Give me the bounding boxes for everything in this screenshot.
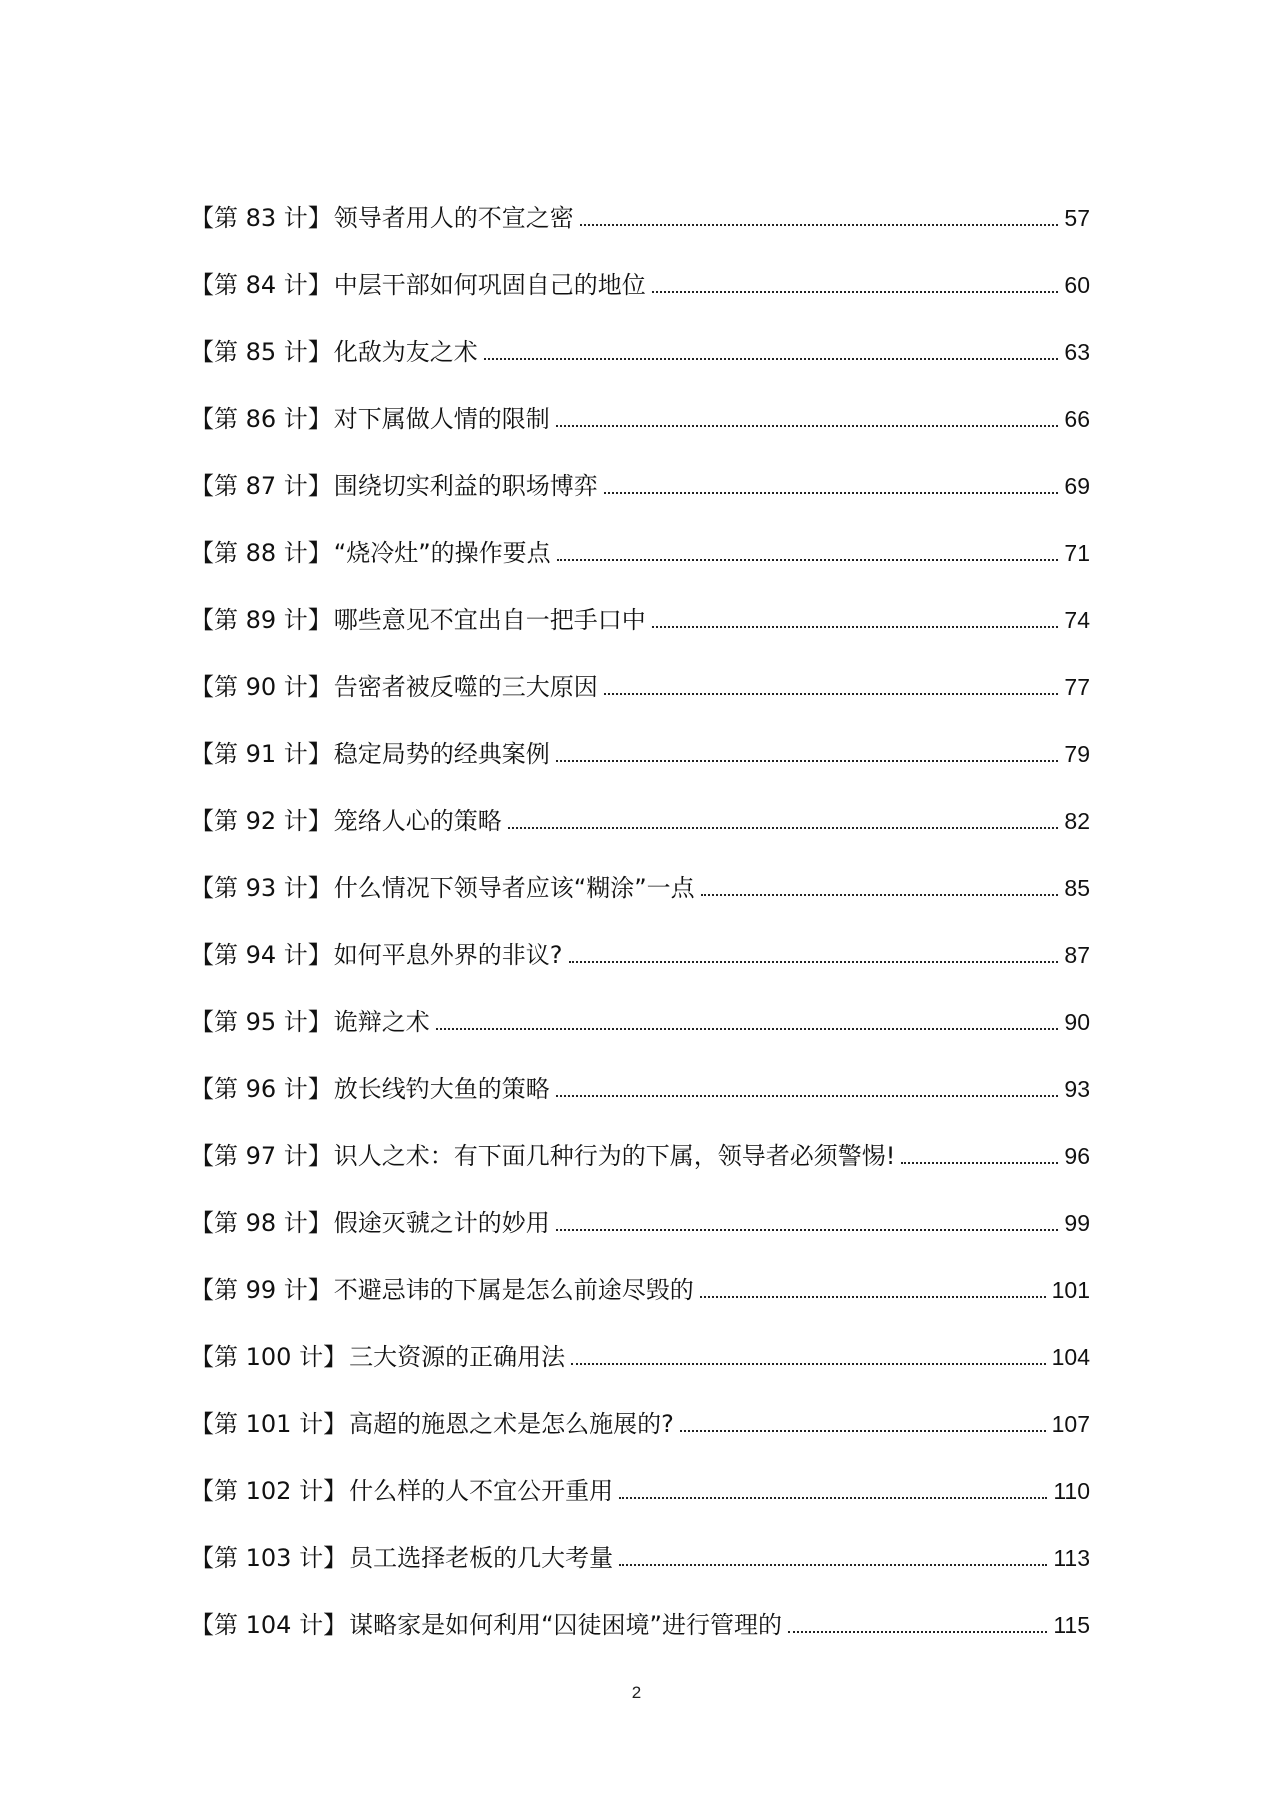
toc-chapter-number: 【第 94 计】 [190, 941, 332, 969]
toc-page-number: 87 [1064, 942, 1090, 968]
toc-entry[interactable] [190, 1037, 1090, 1104]
toc-entry-title: 假途灭虢之计的妙用 [333, 1209, 550, 1237]
toc-entry[interactable] [190, 769, 1090, 836]
toc-page-number: 66 [1064, 406, 1090, 432]
toc-entry-title: 识人之术：有下面几种行为的下属，领导者必须警惕! [333, 1142, 896, 1170]
dot-leader [619, 1497, 1047, 1499]
toc-entry-title: 不避忌讳的下属是怎么前途尽毁的 [333, 1276, 694, 1304]
dot-leader [556, 425, 1059, 427]
toc-entry-title: 谋略家是如何利用“囚徒困境”进行管理的 [349, 1611, 782, 1639]
toc-page-number: 74 [1064, 607, 1090, 633]
toc-chapter-number: 【第 87 计】 [190, 472, 332, 500]
toc-chapter-number: 【第 97 计】 [190, 1142, 332, 1170]
toc-entry-title: 稳定局势的经典案例 [333, 740, 550, 768]
dot-leader [556, 760, 1059, 762]
toc-page-number: 115 [1053, 1612, 1090, 1638]
toc-chapter-number: 【第 84 计】 [190, 271, 332, 299]
toc-entry-title: 高超的施恩之术是怎么施展的? [349, 1410, 674, 1438]
toc-page-number: 57 [1064, 205, 1090, 231]
toc-entry[interactable] [190, 367, 1090, 434]
toc-page-number: 110 [1053, 1478, 1090, 1504]
dot-leader [569, 961, 1059, 963]
toc-page-number: 82 [1064, 808, 1090, 834]
toc-chapter-number: 【第 104 计】 [190, 1611, 348, 1639]
toc-entry[interactable] [190, 434, 1090, 501]
dot-leader [556, 1229, 1059, 1231]
dot-leader [680, 1430, 1046, 1432]
toc-page-number: 63 [1064, 339, 1090, 365]
toc-entry[interactable] [190, 1305, 1090, 1372]
dot-leader [652, 626, 1059, 628]
toc-page-number: 90 [1064, 1009, 1090, 1035]
toc-chapter-number: 【第 95 计】 [190, 1008, 332, 1036]
toc-chapter-number: 【第 85 计】 [190, 338, 332, 366]
toc-entry-title: 员工选择老板的几大考量 [349, 1544, 614, 1572]
toc-chapter-number: 【第 91 计】 [190, 740, 332, 768]
toc-entry[interactable] [190, 568, 1090, 635]
toc-chapter-number: 【第 90 计】 [190, 673, 332, 701]
dot-leader [508, 827, 1059, 829]
toc-page-number: 96 [1064, 1143, 1090, 1169]
toc-entry-title: 对下属做人情的限制 [333, 405, 550, 433]
toc-entry-title: 笼络人心的策略 [333, 807, 502, 835]
toc-entry[interactable] [190, 970, 1090, 1037]
dot-leader [788, 1631, 1047, 1633]
toc-chapter-number: 【第 102 计】 [190, 1477, 348, 1505]
dot-leader [619, 1564, 1047, 1566]
toc-page-number: 113 [1053, 1545, 1090, 1571]
toc-entry-title: 告密者被反噬的三大原因 [333, 673, 598, 701]
toc-entry-title: 化敌为友之术 [333, 338, 478, 366]
dot-leader [652, 291, 1059, 293]
dot-leader [484, 358, 1059, 360]
toc-entry[interactable] [190, 1171, 1090, 1238]
toc-entry-title: “烧冷灶”的操作要点 [333, 539, 551, 567]
toc-chapter-number: 【第 103 计】 [190, 1544, 348, 1572]
toc-chapter-number: 【第 101 计】 [190, 1410, 348, 1438]
table-of-contents [190, 166, 1090, 1640]
toc-page-number: 79 [1064, 741, 1090, 767]
dot-leader [436, 1028, 1059, 1030]
toc-chapter-number: 【第 96 计】 [190, 1075, 332, 1103]
toc-entry-title: 中层干部如何巩固自己的地位 [333, 271, 646, 299]
toc-entry-title: 哪些意见不宜出自一把手口中 [333, 606, 646, 634]
toc-page-number: 93 [1064, 1076, 1090, 1102]
toc-entry-title: 三大资源的正确用法 [349, 1343, 566, 1371]
dot-leader [701, 894, 1059, 896]
toc-entry[interactable] [190, 501, 1090, 568]
toc-chapter-number: 【第 99 计】 [190, 1276, 332, 1304]
toc-page-number: 85 [1064, 875, 1090, 901]
toc-entry-title: 如何平息外界的非议? [333, 941, 563, 969]
toc-page-number: 107 [1051, 1411, 1090, 1437]
dot-leader [571, 1363, 1046, 1365]
toc-entry-title: 什么情况下领导者应该“糊涂”一点 [333, 874, 695, 902]
toc-chapter-number: 【第 100 计】 [190, 1343, 348, 1371]
toc-chapter-number: 【第 98 计】 [190, 1209, 332, 1237]
toc-chapter-number: 【第 89 计】 [190, 606, 332, 634]
dot-leader [901, 1162, 1058, 1164]
toc-entry-title: 放长线钓大鱼的策略 [333, 1075, 550, 1103]
toc-entry[interactable] [190, 1372, 1090, 1439]
dot-leader [557, 559, 1059, 561]
toc-entry-title: 诡辩之术 [333, 1008, 430, 1036]
toc-page-number: 77 [1064, 674, 1090, 700]
dot-leader [604, 693, 1059, 695]
toc-chapter-number: 【第 93 计】 [190, 874, 332, 902]
toc-page-number: 69 [1064, 473, 1090, 499]
toc-chapter-number: 【第 83 计】 [190, 204, 332, 232]
toc-entry[interactable] [190, 300, 1090, 367]
dot-leader [580, 224, 1059, 226]
toc-entry-title: 围绕切实利益的职场博弈 [333, 472, 598, 500]
toc-entry[interactable] [190, 166, 1090, 233]
toc-page-number: 101 [1051, 1277, 1090, 1303]
toc-entry[interactable] [190, 1439, 1090, 1506]
dot-leader [700, 1296, 1046, 1298]
toc-entry[interactable] [190, 836, 1090, 903]
toc-page-number: 104 [1051, 1344, 1090, 1370]
toc-entry[interactable] [190, 1238, 1090, 1305]
toc-entry[interactable] [190, 1506, 1090, 1573]
toc-page-number: 99 [1064, 1210, 1090, 1236]
toc-chapter-number: 【第 86 计】 [190, 405, 332, 433]
toc-chapter-number: 【第 88 计】 [190, 539, 332, 567]
toc-entry-title: 领导者用人的不宣之密 [333, 204, 574, 232]
toc-entry[interactable] [190, 903, 1090, 970]
dot-leader [556, 1095, 1059, 1097]
toc-entry[interactable] [190, 1573, 1090, 1640]
toc-page-number: 71 [1064, 540, 1090, 566]
dot-leader [604, 492, 1059, 494]
toc-chapter-number: 【第 92 计】 [190, 807, 332, 835]
toc-entry-title: 什么样的人不宜公开重用 [349, 1477, 614, 1505]
toc-entry[interactable] [190, 1104, 1090, 1171]
page-number-footer: 2 [631, 1683, 642, 1702]
toc-entry[interactable] [190, 702, 1090, 769]
toc-entry[interactable] [190, 635, 1090, 702]
toc-page-number: 60 [1064, 272, 1090, 298]
toc-entry[interactable] [190, 233, 1090, 300]
